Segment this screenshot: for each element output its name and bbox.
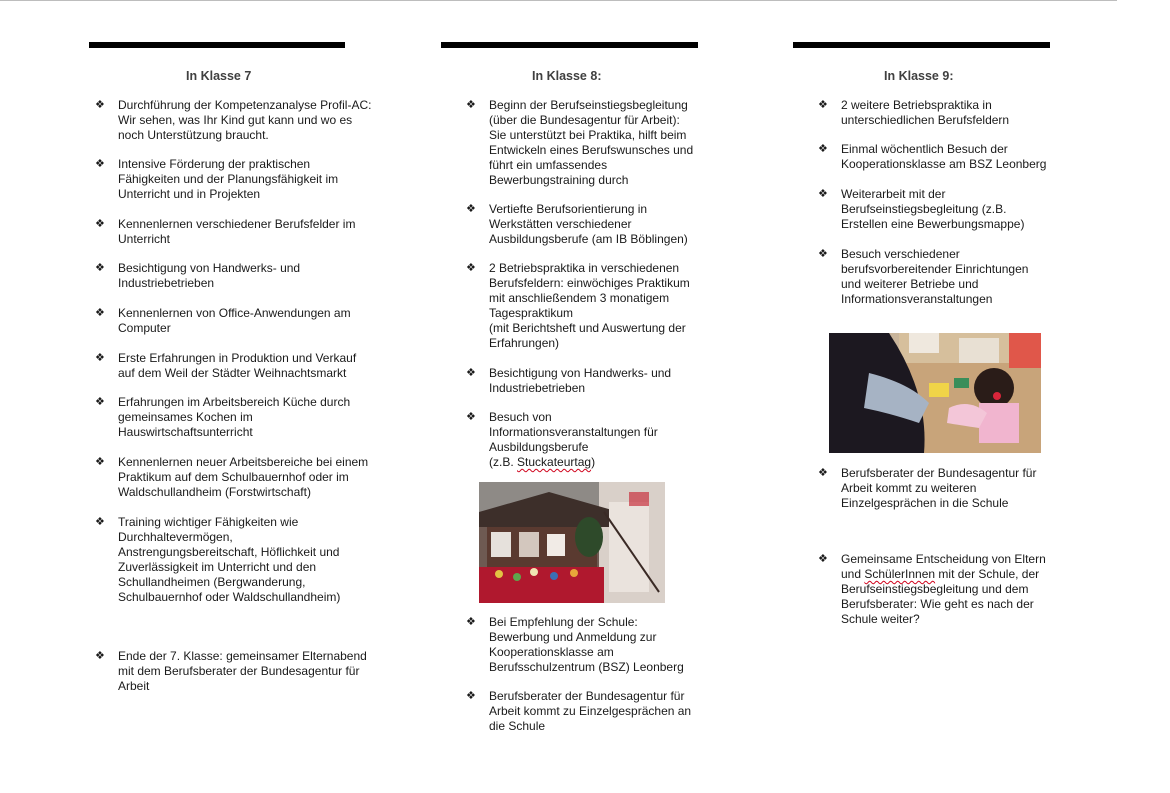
christmas-market-stall-photo xyxy=(479,482,665,603)
column-heading: In Klasse 7 xyxy=(186,69,252,83)
list-item: ❖ Besichtigung von Handwerks- und Industriebetrieben xyxy=(466,366,672,395)
list-item: ❖ Erste Erfahrungen in Produktion und Verkauf auf dem Weil der Städter Weihnachtsmarkt xyxy=(95,351,357,380)
diamond-bullet-icon: ❖ xyxy=(818,99,828,111)
column-top-bar xyxy=(793,42,1050,48)
list-item: ❖ Vertiefte Berufsorientierung in Werkstätten verschiedener Ausbildungsberufe (am IB Böblingen) xyxy=(466,202,688,246)
list-item: ❖ Kennenlernen von Office-Anwendungen am Computer xyxy=(95,306,351,335)
column-heading: In Klasse 9: xyxy=(884,69,954,83)
diamond-bullet-icon: ❖ xyxy=(95,516,105,528)
list-item: ❖ Einmal wöchentlich Besuch der Kooperationsklasse am BSZ Leonberg xyxy=(818,142,1047,171)
diamond-bullet-icon: ❖ xyxy=(466,690,476,702)
page-top-rule xyxy=(0,0,1117,1)
list-item: ❖ Durchführung der Kompetenzanalyse Profil-AC: Wir sehen, was Ihr Kind gut kann und wo es noch Unterstützung braucht. xyxy=(95,98,372,142)
diamond-bullet-icon: ❖ xyxy=(95,307,105,319)
list-item: ❖ Erfahrungen im Arbeitsbereich Küche durch gemeinsames Kochen im Hauswirtschaftsunterricht xyxy=(95,395,351,439)
diamond-bullet-icon: ❖ xyxy=(95,352,105,364)
list-item: ❖ Kennenlernen verschiedener Berufsfelder im Unterricht xyxy=(95,217,356,246)
diamond-bullet-icon: ❖ xyxy=(95,650,105,662)
list-item: ❖ 2 weitere Betriebspraktika in unterschiedlichen Berufsfeldern xyxy=(818,98,1010,127)
diamond-bullet-icon: ❖ xyxy=(466,411,476,423)
list-item: ❖ Berufsberater der Bundesagentur für Arbeit kommt zu weiteren Einzelgesprächen in die Schule xyxy=(818,466,1037,510)
list-item: ❖ Berufsberater der Bundesagentur für Arbeit kommt zu Einzelgesprächen an die Schule xyxy=(466,689,692,733)
diamond-bullet-icon: ❖ xyxy=(818,143,828,155)
diamond-bullet-icon: ❖ xyxy=(95,158,105,170)
diamond-bullet-icon: ❖ xyxy=(466,99,476,111)
diamond-bullet-icon: ❖ xyxy=(818,248,828,260)
list-item: ❖ Intensive Förderung der praktischen Fähigkeiten und der Planungsfähigkeit im Unterricht und in Projekten xyxy=(95,157,339,201)
list-item: ❖ Bei Empfehlung der Schule: Bewerbung und Anmeldung zur Kooperationsklasse am Berufsschulzentrum (BSZ) Leonberg xyxy=(466,615,684,674)
list-item: ❖ Besuch verschiedener berufsvorbereitender Einrichtungen und weiterer Betriebe und Informationsveranstaltungen xyxy=(818,247,1029,306)
list-item: ❖ Kennenlernen neuer Arbeitsbereiche bei einem Praktikum auf dem Schulbauernhof oder im Waldschullandheim (Forstwirtschaft) xyxy=(95,455,369,499)
list-item: ❖ Beginn der Berufseinstiegsbegleitung (über die Bundesagentur für Arbeit): Sie unterstützt bei Praktika, hilft beim Entwickeln eines Berufswunsches und führt ein umfassendes Bewerbungstraining durch xyxy=(466,98,694,187)
diamond-bullet-icon: ❖ xyxy=(95,456,105,468)
list-item: ❖ Training wichtiger Fähigkeiten wie Durchhaltevermögen, Anstrengungsbereitschaft, Höflichkeit und Zuverlässigkeit im Unterricht und den Schullandheimen (Bergwanderung, Schulbauernhof oder Waldschullandheim) xyxy=(95,515,341,604)
diamond-bullet-icon: ❖ xyxy=(95,396,105,408)
diamond-bullet-icon: ❖ xyxy=(466,616,476,628)
column-heading: In Klasse 8: xyxy=(532,69,602,83)
column-top-bar xyxy=(441,42,698,48)
list-item: ❖ Besichtigung von Handwerks- und Industriebetrieben xyxy=(95,261,301,290)
diamond-bullet-icon: ❖ xyxy=(818,467,828,479)
column-top-bar xyxy=(89,42,345,48)
diamond-bullet-icon: ❖ xyxy=(818,553,828,565)
diamond-bullet-icon: ❖ xyxy=(95,218,105,230)
children-at-table-photo xyxy=(829,333,1041,453)
list-item: ❖ 2 Betriebspraktika in verschiedenen Berufsfeldern: einwöchiges Praktikum mit anschließendem 3 monatigem Tagespraktikum (mit Berichtsheft und Auswertung der Erfahrungen) xyxy=(466,261,690,350)
list-item: ❖ Besuch von Informationsveranstaltungen für Ausbildungsberufe (z.B. Stuckateurtag) xyxy=(466,410,658,469)
diamond-bullet-icon: ❖ xyxy=(95,99,105,111)
list-item: ❖ Ende der 7. Klasse: gemeinsamer Elternabend mit dem Berufsberater der Bundesagentur für Arbeit xyxy=(95,649,367,693)
list-item: ❖ Gemeinsame Entscheidung von Eltern und SchülerInnen mit der Schule, der Berufseinstiegsbegleitung und dem Berufsberater: Wie geht es nach der Schule weiter? xyxy=(818,552,1046,626)
list-item: ❖ Weiterarbeit mit der Berufseinstiegsbegleitung (z.B. Erstellen eine Bewerbungsmappe) xyxy=(818,187,1025,231)
diamond-bullet-icon: ❖ xyxy=(818,188,828,200)
diamond-bullet-icon: ❖ xyxy=(466,367,476,379)
diamond-bullet-icon: ❖ xyxy=(95,262,105,274)
diamond-bullet-icon: ❖ xyxy=(466,203,476,215)
spellcheck-underlined-word: SchülerInnen xyxy=(864,567,936,581)
diamond-bullet-icon: ❖ xyxy=(466,262,476,274)
spellcheck-underlined-word: Stuckateurtag xyxy=(517,455,592,469)
